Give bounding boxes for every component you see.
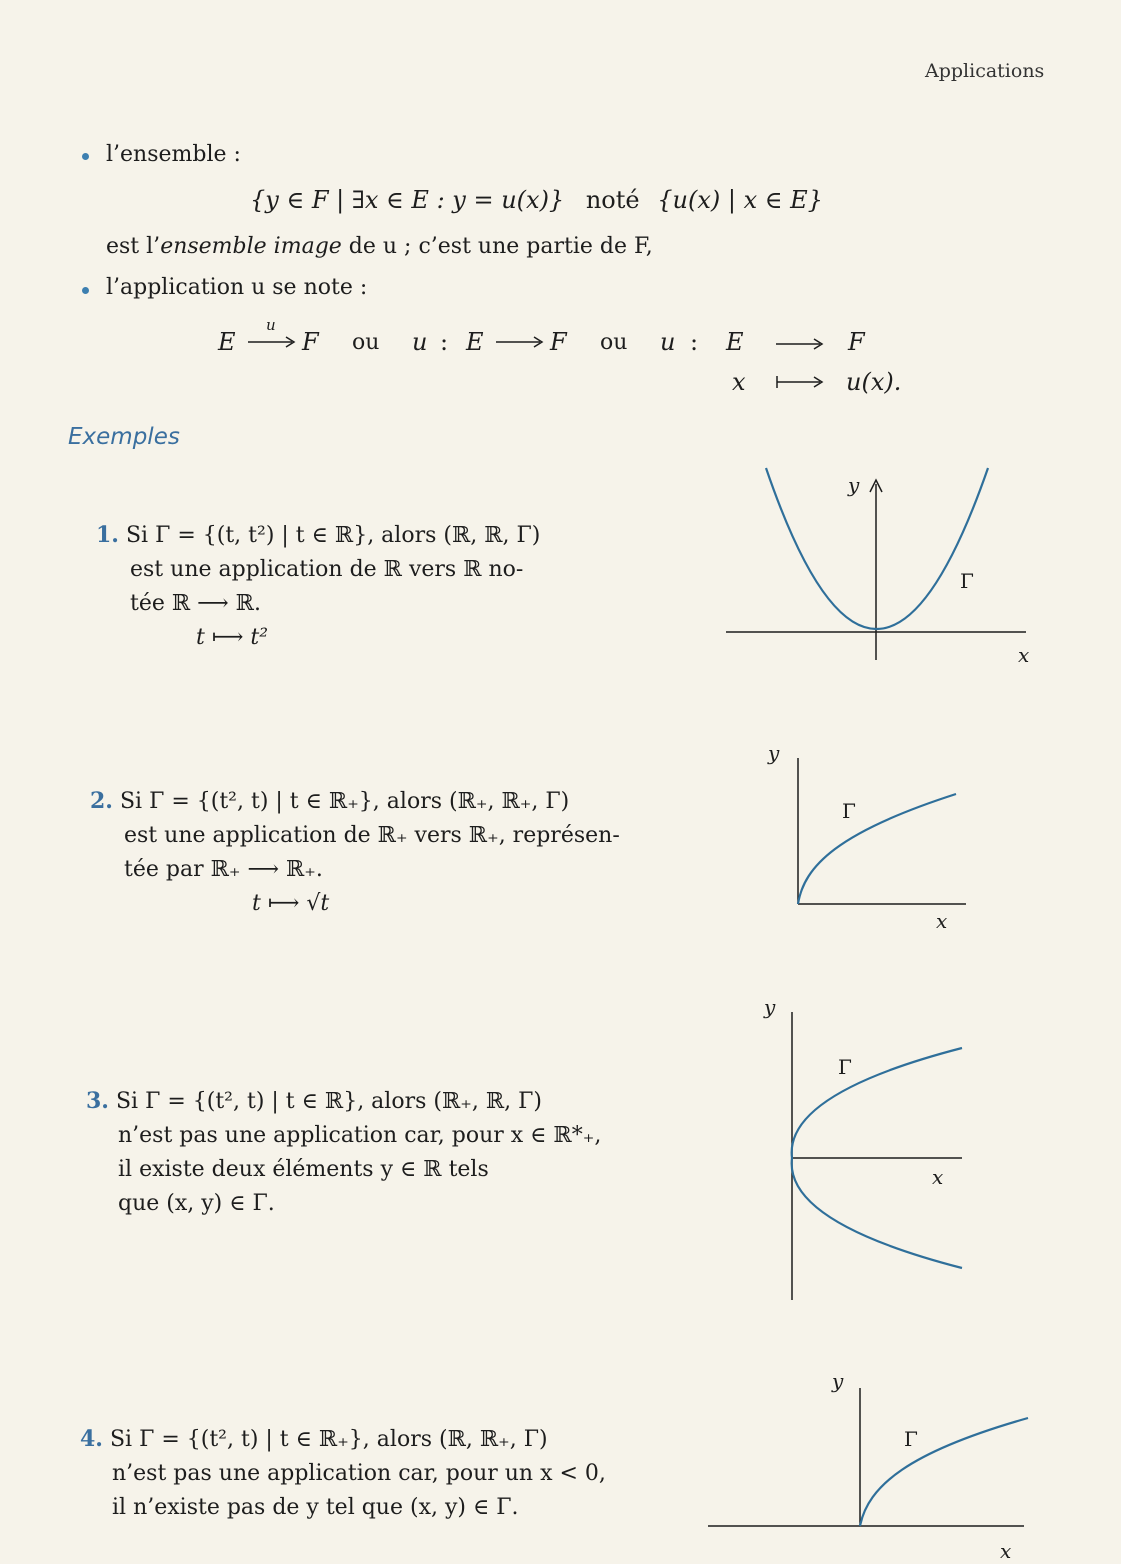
noted-word: noté (585, 186, 640, 214)
example-line: Si Γ = {(t², t) | t ∈ ℝ₊}, alors (ℝ, ℝ₊, Γ) (109, 1427, 548, 1452)
example-line: Si Γ = {(t², t) | t ∈ ℝ₊}, alors (ℝ₊, ℝ₊, Γ) (119, 789, 570, 814)
ou-word-1: ou (352, 330, 380, 355)
example-2 (90, 784, 620, 921)
example-3 (86, 1084, 601, 1221)
example-line: il existe deux éléments y ∈ ℝ tels (118, 1157, 489, 1182)
notation-F3: F (848, 328, 865, 356)
bullet-marker (82, 287, 89, 294)
arrow-icon (776, 332, 826, 352)
ensemble-image-term: ensemble image (160, 234, 342, 259)
example-number: 2. (90, 788, 113, 814)
example-line: tée ℝ ⟶ ℝ. (130, 591, 261, 616)
example-line: est une application de ℝ₊ vers ℝ₊, représen- (124, 823, 620, 848)
notation-x: x (732, 368, 746, 396)
examples-heading: Exemples (68, 424, 180, 450)
example-number: 3. (86, 1088, 109, 1114)
example-line: tée par ℝ₊ ⟶ ℝ₊. (124, 857, 323, 882)
example-line: n’est pas une application car, pour un x < 0, (112, 1461, 606, 1486)
ou-word-2: ou (600, 330, 628, 355)
gamma-label: Γ (842, 799, 856, 823)
y-label: y (832, 1369, 844, 1393)
notation-ux: u(x). (846, 368, 902, 396)
graph-sqrt-full-axis (708, 1368, 1038, 1564)
x-label: x (1018, 643, 1030, 667)
x-label: x (936, 909, 948, 933)
notation-F2: F (550, 328, 567, 356)
sentence-end: de u ; c’est une partie de F, (341, 234, 653, 259)
bullet-marker (82, 153, 89, 160)
notation-E1: E (218, 328, 236, 356)
example-line: Si Γ = {(t², t) | t ∈ ℝ}, alors (ℝ₊, ℝ, Γ) (115, 1089, 542, 1114)
notation-u2: u (660, 328, 676, 356)
gamma-curve (860, 1418, 1028, 1526)
image-set-formula: {y ∈ F | ∃x ∈ E : y = u(x)} (250, 186, 565, 214)
example-line: que (x, y) ∈ Γ. (118, 1191, 275, 1216)
example-line: il n’existe pas de y tel que (x, y) ∈ Γ. (112, 1495, 519, 1520)
example-number: 1. (96, 522, 119, 548)
arrow-label-u: u (266, 316, 276, 334)
bullet1-lead: l’ensemble : (106, 142, 241, 167)
arrow-icon (248, 330, 298, 350)
page-header: Applications (925, 60, 1045, 82)
notation-F1: F (302, 328, 319, 356)
graph-sideways-parabola (756, 990, 996, 1310)
sentence-start: est l’ (106, 234, 161, 259)
set-definition (250, 186, 823, 214)
arrow-icon (496, 330, 546, 350)
y-label: y (848, 473, 860, 497)
graph-parabola (720, 460, 1040, 680)
example-line: t ⟼ t² (196, 625, 269, 650)
example-line: est une application de ℝ vers ℝ no- (130, 557, 524, 582)
image-set-notation: {u(x) | x ∈ E} (657, 186, 823, 214)
example-number: 4. (80, 1426, 103, 1452)
y-label: y (768, 741, 780, 765)
graph-sqrt (760, 740, 1000, 940)
gamma-label: Γ (960, 569, 974, 593)
image-set-sentence (106, 234, 653, 259)
gamma-curve (766, 468, 988, 629)
gamma-curve (798, 794, 956, 904)
notation-E3: E (726, 328, 744, 356)
gamma-label: Γ (904, 1427, 918, 1451)
mapsto-arrow-icon (776, 370, 826, 390)
example-4 (80, 1422, 606, 1525)
example-line: t ⟼ √t (252, 891, 330, 916)
x-label: x (932, 1165, 944, 1189)
colon: : (440, 328, 449, 356)
bullet2-lead: l’application u se note : (106, 275, 368, 300)
example-line: Si Γ = {(t, t²) | t ∈ ℝ}, alors (ℝ, ℝ, Γ) (125, 523, 541, 548)
colon: : (690, 328, 699, 356)
notation-u1: u (412, 328, 428, 356)
y-label: y (764, 995, 776, 1019)
example-line: n’est pas une application car, pour x ∈ ℝ*₊, (118, 1123, 602, 1148)
x-label: x (1000, 1539, 1012, 1563)
gamma-label: Γ (838, 1055, 852, 1079)
notation-E2: E (466, 328, 484, 356)
example-1 (96, 518, 540, 655)
